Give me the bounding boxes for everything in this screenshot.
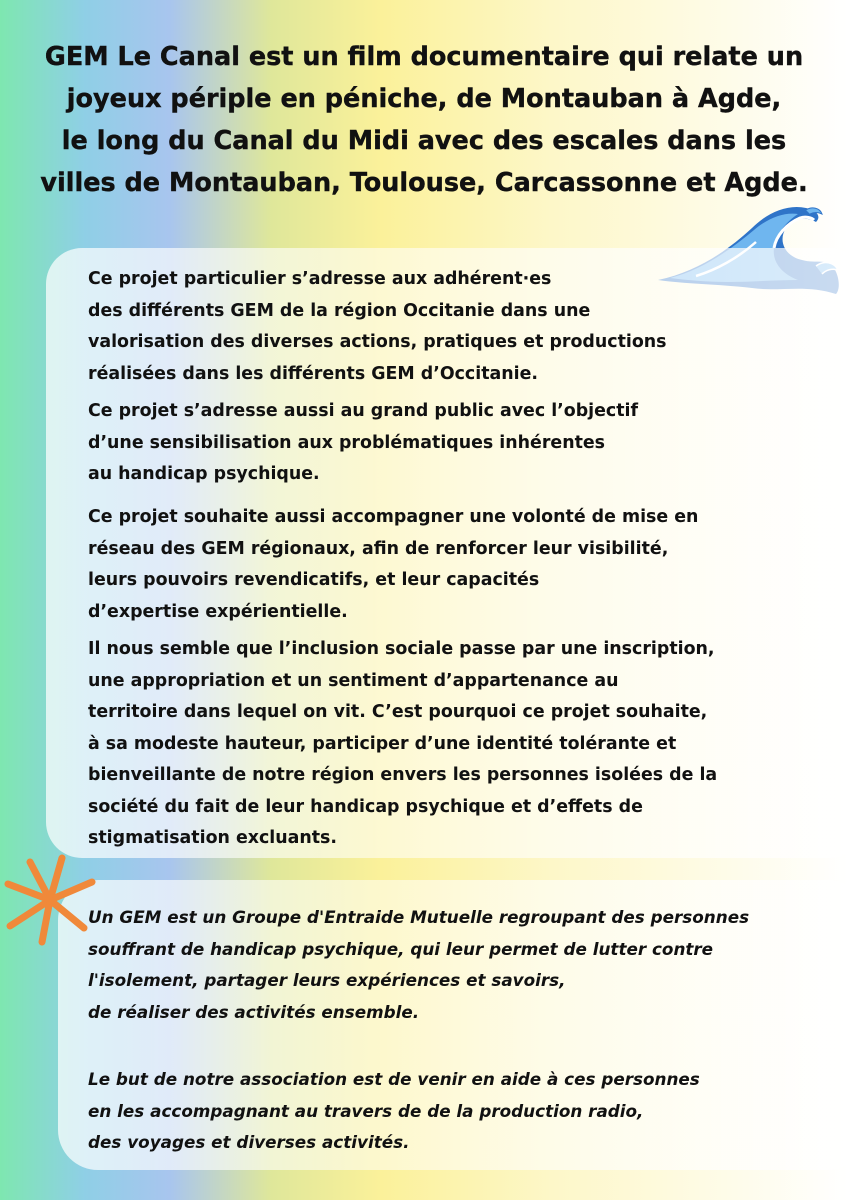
paragraph-line: société du fait de leur handicap psychique et d’effets de [88, 796, 643, 817]
definition-line: Un GEM est un Groupe d'Entraide Mutuelle regroupant des personnes [88, 907, 750, 927]
paragraph-line: valorisation des diverses actions, pratiques et productions [88, 332, 667, 352]
paragraph-line: à sa modeste hauteur, participer d’une identité tolérante et [88, 733, 677, 754]
paragraph-network [88, 502, 698, 628]
title-line: villes de Montauban, Toulouse, Carcassonne et Agde. [40, 168, 808, 198]
paragraph-line: bienveillante de notre région envers les personnes isolées de la [88, 765, 718, 785]
paragraph-line: réalisées dans les différents GEM d’Occitanie. [88, 363, 538, 384]
paragraph-social-inclusion [88, 634, 717, 855]
paragraph-line: Ce projet souhaite aussi accompagner une volonté de mise en [88, 507, 699, 527]
paragraph-target-members [88, 264, 667, 390]
paragraph-general-public [88, 396, 638, 491]
paragraph-line: d’expertise expérientielle. [88, 601, 348, 622]
paragraph-line: stigmatisation excluants. [88, 828, 337, 848]
definition-line: souffrant de handicap psychique, qui leur permet de lutter contre [88, 938, 714, 959]
paragraph-line: territoire dans lequel on vit. C’est pourquoi ce projet souhaite, [88, 702, 708, 722]
title-line: le long du Canal du Midi avec des escales dans les [61, 126, 787, 156]
gem-definition [88, 902, 749, 1028]
paragraph-line: leurs pouvoirs revendicatifs, et leur capacités [88, 570, 540, 590]
title-line: joyeux périple en péniche, de Montauban à Agde, [66, 84, 782, 114]
paragraph-line: des différents GEM de la région Occitanie dans une [88, 300, 591, 321]
association-goal [88, 1064, 700, 1159]
paragraph-line: Ce projet particulier s’adresse aux adhérent·es [88, 269, 552, 289]
goal-line: des voyages et diverses activités. [88, 1132, 410, 1152]
paragraph-line: d’une sensibilisation aux problématiques inhérentes [88, 432, 606, 453]
goal-line: Le but de notre association est de venir en aide à ces personnes [88, 1069, 700, 1089]
paragraph-line: Ce projet s’adresse aussi au grand public avec l’objectif [88, 401, 639, 421]
paragraph-line: réseau des GEM régionaux, afin de renforcer leur visibilité, [88, 538, 669, 559]
page-title [0, 36, 848, 204]
paragraph-line: une appropriation et un sentiment d’appartenance au [88, 670, 619, 691]
definition-line: l'isolement, partager leurs expériences et savoirs, [88, 970, 566, 990]
title-line: GEM Le Canal est un film documentaire qui relate un [44, 42, 804, 72]
definition-line: de réaliser des activités ensemble. [88, 1001, 420, 1022]
goal-line: en les accompagnant au travers de de la production radio, [88, 1100, 644, 1121]
paragraph-line: au handicap psychique. [88, 464, 320, 484]
starburst-icon [2, 852, 98, 948]
paragraph-line: Il nous semble que l’inclusion sociale passe par une inscription, [88, 639, 715, 659]
